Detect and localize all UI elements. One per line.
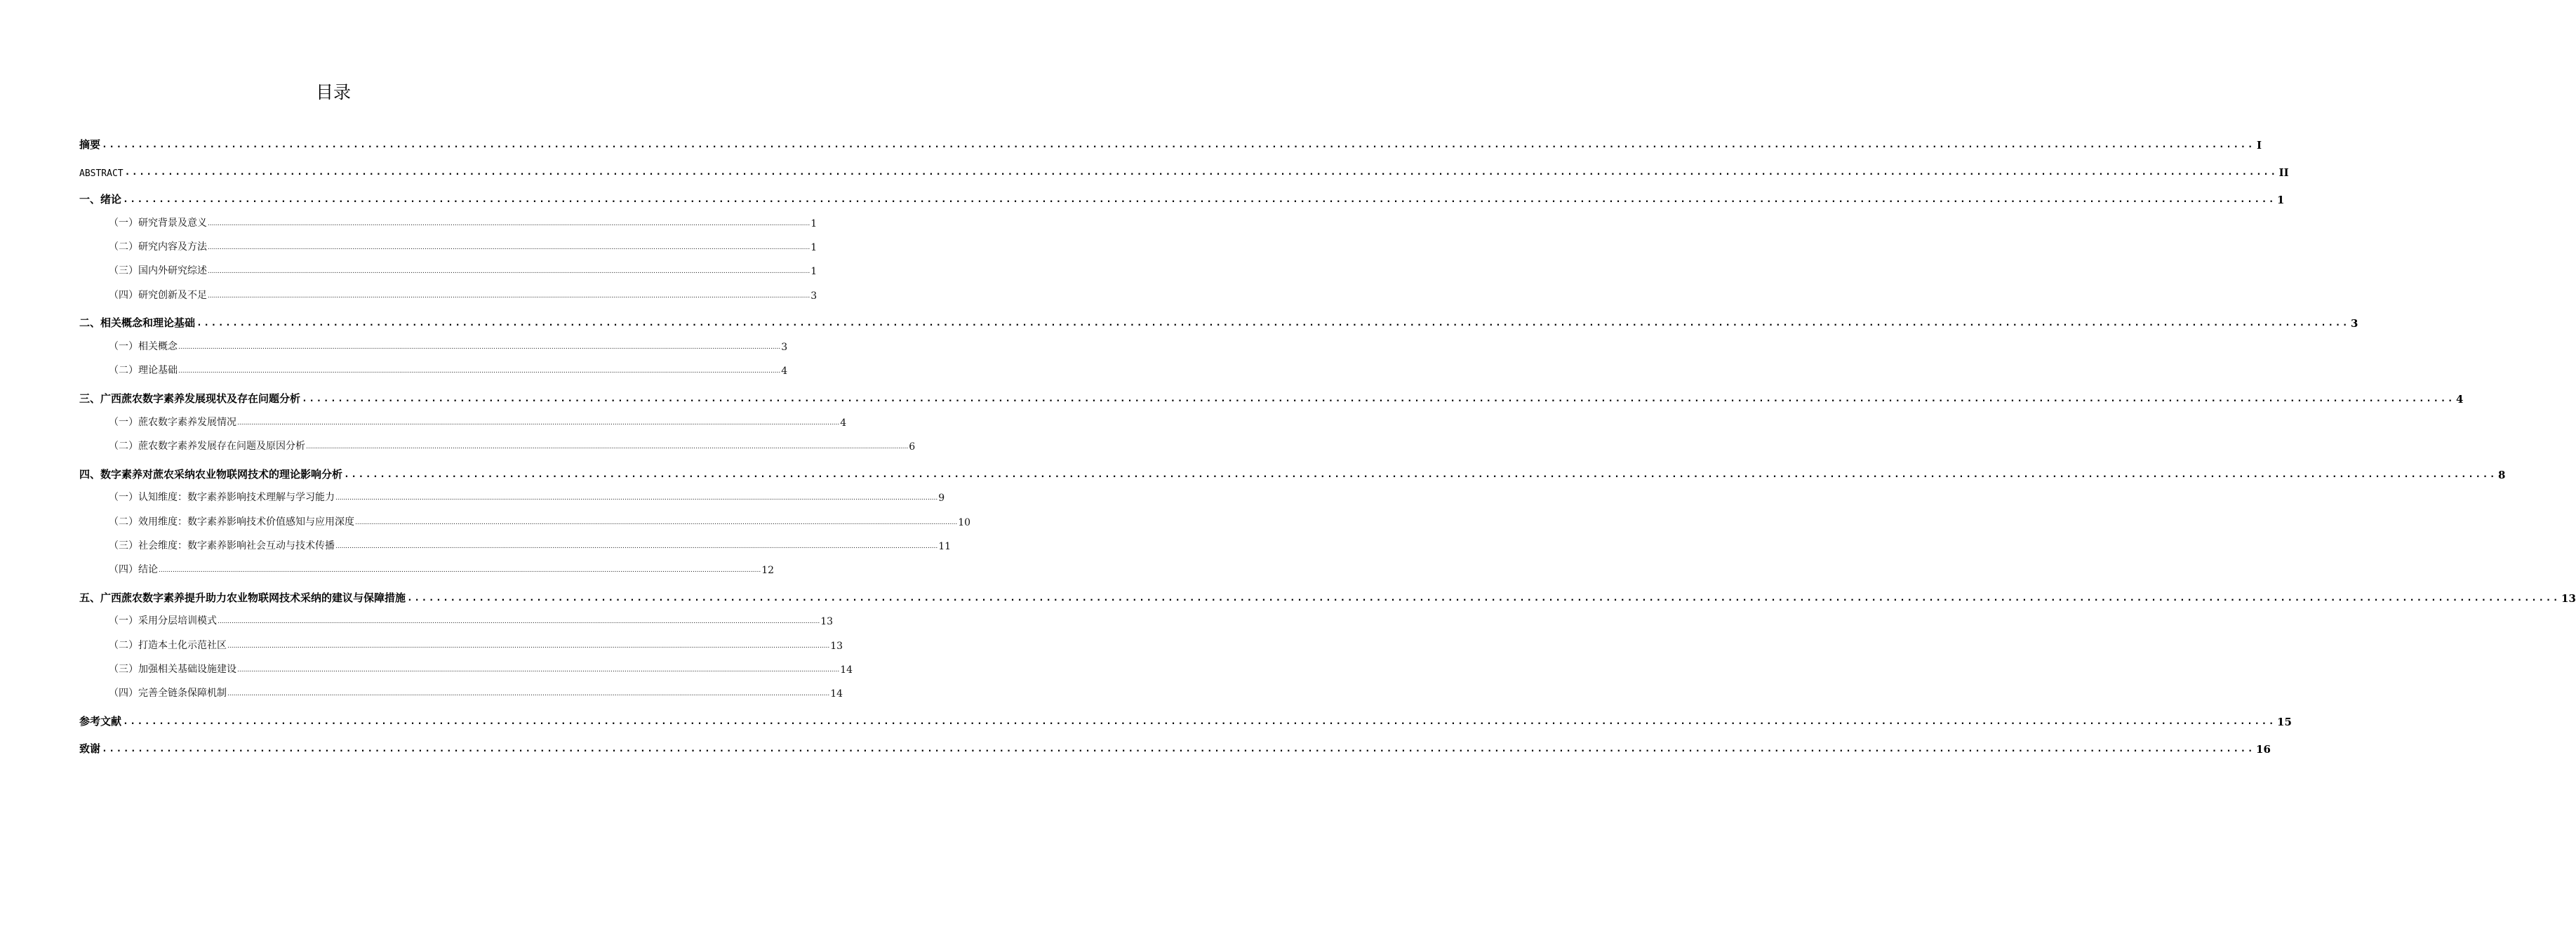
- toc-entry-number: （四）: [109, 564, 138, 575]
- toc-entry-page: 1: [2277, 194, 2285, 206]
- toc-entry-page: 13: [830, 641, 843, 652]
- toc-entry-page: 14: [830, 688, 843, 700]
- toc-subentry[interactable]: [79, 610, 834, 627]
- toc-subentry[interactable]: [79, 511, 971, 528]
- toc-entry-text: 摘要: [79, 138, 101, 151]
- dot-leader: ............................................................................................................................................................................................................................................................................................................: [208, 293, 810, 300]
- dot-leader: ............................................................................................................................................................................................................................................................................................................: [306, 443, 909, 450]
- dot-leader: ............................................................................................................................................................................................................................................................................................................: [102, 744, 2255, 754]
- toc-entry-page: 16: [2256, 743, 2271, 756]
- toc-entry-number: （二）: [109, 516, 138, 528]
- toc-entry-number: （一）: [109, 492, 138, 503]
- dot-leader: ............................................................................................................................................................................................................................................................................................................: [218, 618, 820, 625]
- toc-entry-text: 蔗农数字素养发展情况: [138, 417, 236, 428]
- toc-entry-text: 完善全链条保障机制: [138, 688, 227, 699]
- toc-entry-number: （一）: [109, 615, 138, 627]
- toc-entry-text: 国内外研究综述: [138, 265, 207, 276]
- toc-entry-page: 3: [810, 290, 817, 302]
- toc-entry-text: 致谢: [79, 742, 101, 755]
- dot-leader: ............................................................................................................................................................................................................................................................................................................: [196, 318, 2350, 328]
- toc-entry-page: 4: [781, 366, 788, 377]
- toc-entry-text: 采用分层培训模式: [138, 615, 217, 627]
- dot-leader: ............................................................................................................................................................................................................................................................................................................: [237, 420, 840, 427]
- toc-subentry[interactable]: [79, 487, 945, 504]
- toc-entry-text: 广西蔗农数字素养提升助力农业物联网技术采纳的建议与保障措施: [100, 591, 406, 604]
- toc-subentry[interactable]: [79, 360, 788, 377]
- toc-entry-text: 广西蔗农数字素养发展现状及存在问题分析: [100, 392, 301, 405]
- toc-entry-number: （三）: [109, 664, 138, 675]
- toc-entry-number: （二）: [109, 365, 138, 376]
- toc-entry-text: 参考文献: [79, 715, 122, 728]
- toc-entry[interactable]: [79, 133, 2262, 152]
- toc-entry-number: （四）: [109, 290, 138, 301]
- toc-subentry[interactable]: [79, 659, 853, 676]
- dot-leader: ............................................................................................................................................................................................................................................................................................................: [237, 667, 840, 674]
- toc-entry[interactable]: [79, 161, 2289, 179]
- toc-entry-text: 理论基础: [138, 365, 178, 376]
- toc-entry-number: （四）: [109, 688, 138, 699]
- toc-entry-page: 4: [840, 417, 847, 429]
- toc-entry-text: 数字素养对蔗农采纳农业物联网技术的理论影响分析: [100, 468, 343, 481]
- toc-entry-number: （一）: [109, 341, 138, 352]
- toc-entry[interactable]: [79, 587, 2576, 605]
- toc-entry-text: 效用维度：数字素养影响技术价值感知与应用深度: [138, 516, 354, 528]
- toc-entry[interactable]: [79, 188, 2285, 206]
- toc-entry-page: 1: [810, 266, 817, 277]
- dot-leader: ............................................................................................................................................................................................................................................................................................................: [227, 690, 830, 697]
- dot-leader: ............................................................................................................................................................................................................................................................................................................: [208, 268, 810, 275]
- toc-entry-text: 打造本土化示范社区: [138, 640, 227, 651]
- dot-leader: ............................................................................................................................................................................................................................................................................................................: [124, 167, 2278, 178]
- toc-entry-page: 3: [2351, 317, 2358, 330]
- toc-entry-number: （三）: [109, 265, 138, 276]
- toc-entry-page: 13: [2561, 592, 2576, 605]
- toc-entry-number: （一）: [109, 417, 138, 428]
- page-title: 目录: [315, 82, 351, 102]
- toc-entry-page: 9: [938, 493, 945, 504]
- toc-subentry[interactable]: [79, 213, 817, 229]
- toc-subentry[interactable]: [79, 236, 817, 253]
- toc-entry[interactable]: [79, 312, 2358, 330]
- toc-entry-text: 加强相关基础设施建设: [138, 664, 236, 675]
- toc-subentry[interactable]: [79, 260, 817, 277]
- toc-entry[interactable]: [79, 737, 2271, 756]
- toc-entry-page: 15: [2277, 716, 2292, 728]
- toc-entry-text: 社会维度：数字素养影响社会互动与技术传播: [138, 540, 335, 551]
- dot-leader: ............................................................................................................................................................................................................................................................................................................: [227, 643, 830, 650]
- toc-entry-number: 一、: [79, 193, 101, 206]
- dot-leader: ............................................................................................................................................................................................................................................................................................................: [335, 495, 938, 502]
- toc-entry-number: （一）: [109, 218, 138, 229]
- dot-leader: ............................................................................................................................................................................................................................................................................................................: [123, 716, 2276, 727]
- toc-entry-text: 认知维度：数字素养影响技术理解与学习能力: [138, 492, 335, 503]
- toc-entry-text: 研究背景及意义: [138, 218, 207, 229]
- toc-entry-page: 14: [840, 664, 853, 676]
- toc-subentry[interactable]: [79, 559, 775, 576]
- dot-leader: ............................................................................................................................................................................................................................................................................................................: [123, 194, 2276, 205]
- toc-entry-text: 研究内容及方法: [138, 241, 207, 253]
- toc-subentry[interactable]: [79, 535, 952, 552]
- toc-entry-text: 绪论: [100, 193, 122, 206]
- dot-leader: ............................................................................................................................................................................................................................................................................................................: [208, 220, 810, 227]
- toc-entry-number: （二）: [109, 241, 138, 253]
- dot-leader: ............................................................................................................................................................................................................................................................................................................: [407, 593, 2561, 603]
- toc-entry-page: I: [2256, 139, 2262, 152]
- dot-leader: ............................................................................................................................................................................................................................................................................................................: [335, 543, 938, 550]
- toc-entry-page: 4: [2456, 393, 2464, 406]
- dot-leader: ............................................................................................................................................................................................................................................................................................................: [178, 344, 781, 351]
- toc-entry-page: 6: [909, 441, 916, 453]
- dot-leader: ............................................................................................................................................................................................................................................................................................................: [208, 244, 810, 251]
- toc-entry-text: 研究创新及不足: [138, 290, 207, 301]
- toc-entry-number: 三、: [79, 392, 101, 405]
- toc-entry-page: 3: [781, 342, 788, 353]
- toc-entry-number: （三）: [109, 540, 138, 551]
- toc-subentry[interactable]: [79, 436, 916, 453]
- toc-entry[interactable]: [79, 463, 2506, 481]
- dot-leader: ............................................................................................................................................................................................................................................................................................................: [355, 519, 958, 526]
- dot-leader: ............................................................................................................................................................................................................................................................................................................: [102, 140, 2255, 150]
- toc-entry-text: 相关概念: [138, 341, 178, 352]
- toc-entry-number: 二、: [79, 316, 101, 329]
- toc-subentry[interactable]: [79, 683, 843, 700]
- toc-subentry[interactable]: [79, 285, 817, 302]
- toc-subentry[interactable]: [79, 635, 843, 652]
- toc-entry-text: 结论: [138, 564, 158, 575]
- dot-leader: ............................................................................................................................................................................................................................................................................................................: [178, 368, 781, 375]
- toc-entry-number: （二）: [109, 441, 138, 452]
- toc-entry-number: 四、: [79, 468, 101, 481]
- toc-entry[interactable]: [79, 387, 2464, 406]
- toc-entry-page: 1: [810, 218, 817, 229]
- toc-entry-page: II: [2278, 166, 2289, 179]
- toc-entry-number: 五、: [79, 591, 101, 604]
- toc-entry-page: 13: [820, 616, 834, 627]
- toc-entry-page: 12: [761, 565, 775, 576]
- toc-entry-page: 8: [2498, 469, 2506, 481]
- dot-leader: ............................................................................................................................................................................................................................................................................................................: [159, 567, 761, 574]
- toc-entry-number: （二）: [109, 640, 138, 651]
- toc-entry-text: 相关概念和理论基础: [100, 316, 196, 329]
- toc-entry-page: 11: [938, 541, 952, 552]
- toc-subentry[interactable]: [79, 336, 788, 353]
- toc-subentry[interactable]: [79, 412, 847, 429]
- toc-entry[interactable]: [79, 710, 2292, 728]
- toc-entry-text: ABSTRACT: [79, 168, 124, 179]
- toc-entry-page: 1: [810, 242, 817, 253]
- toc-entry-page: 10: [958, 517, 971, 528]
- dot-leader: ............................................................................................................................................................................................................................................................................................................: [344, 469, 2497, 480]
- dot-leader: ............................................................................................................................................................................................................................................................................................................: [302, 394, 2455, 404]
- toc-entry-text: 蔗农数字素养发展存在问题及原因分析: [138, 441, 305, 452]
